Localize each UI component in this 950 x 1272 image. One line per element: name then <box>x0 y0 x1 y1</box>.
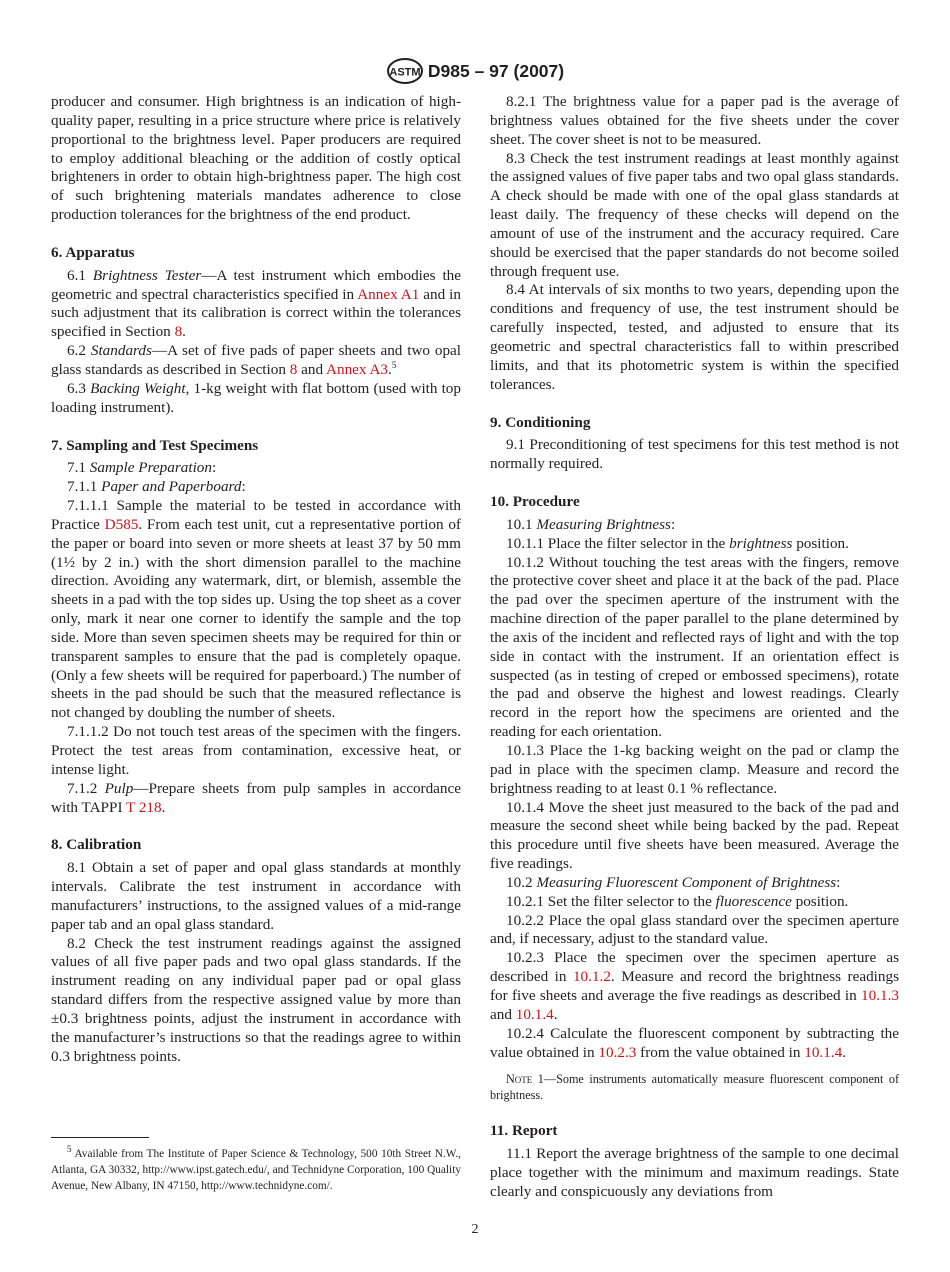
paragraph-6-2: 6.2 Standards—A set of five pads of paper sheets and two opal glass standards as described in Section 8 and Annex A3.$^5$ <box>51 342 461 378</box>
paragraph-6-1: 6.1 Brightness Tester—A test instrument which embodies the geometric and spectral characteristics specified in Annex A1 and in such adjustment that its calibration is correct within the tolerances specified in Section 8. <box>51 266 462 341</box>
paragraph-7-1-1-1: 7.1.1.1 Sample the material to be tested in accordance with Practice D585. From each test unit, cut a representative portion of the paper or board into seven or more sheets at least 37 by 50 mm (1½ by 2 in.) with the short dimension parallel to the machine direction. Avoiding any watermark, dirt, or blemish, assemble the sheets in a pad with the top sides up. Using the top sheet as a cover only, mark it near one corner to identify the sample and the top side. More than seven specimen sheets may be required for thin or transparent samples to ensure that the pad is completely opaque. (Only a few sheets will be required for paperboard.) The number of sheets in the pad should be such that the measured reflectance is not changed by doubling the number of sheets. <box>51 497 461 722</box>
section-10-heading: 10. Procedure <box>490 493 580 511</box>
document-designation: D985 – 97 (2007) <box>427 60 565 81</box>
paragraph-8-3: 8.3 Check the test instrument readings at least monthly against the assigned values of five paper tabs and two opal glass standards. A check should be made with one of the opal glass standards at least daily. The frequency of these checks will depend on the amount of use of the instrument and the accuracy required. Care should be exercised that the paper standards do not become soiled through frequent use. <box>490 149 899 280</box>
ref-10-2-3-link[interactable]: 10.2.3 <box>598 1043 637 1061</box>
annex-a1-link[interactable]: Annex A1 <box>357 285 420 303</box>
left-column <box>51 93 461 1067</box>
paragraph-10-1-4: 10.1.4 Move the sheet just measured to the back of the pad and measure the second sheet while being backed by the pad. Repeat this procedure until five sheets have been measured. Average the five readings. <box>490 798 899 873</box>
footnote: $^5$ Available from The Institute of Paper Science & Technology, 500 10th Street N.W., Atlanta, GA 30332, http://www.ipst.gatech.edu/, and Technidyne Corporation, 100 Quality Avenue, New Albany, IN 47150, http://www.technidyne.com/. <box>51 1144 461 1193</box>
ref-10-1-3-link[interactable]: 10.1.3 <box>861 986 899 1004</box>
annex-a3-link[interactable]: Annex A3 <box>326 360 389 378</box>
intro-paragraph: producer and consumer. High brightness is an indication of high-quality paper, resulting in a price structure where price is relatively proportional to the brightness level. Paper producers are required to employ additional bleaching or the addition of costly optical brighteners in order to obtain high-brightness paper. The high cost of such brightening materials mandates adherence to close production tolerances for the brightness of the end product. <box>51 93 461 224</box>
paragraph-7-1-2: 7.1.2 Pulp—Prepare sheets from pulp samples in accordance with TAPPI T 218. <box>51 779 462 816</box>
tappi-t218-link[interactable]: T 218 <box>126 798 162 816</box>
paragraph-11-1: 11.1 Report the average brightness of the sample to one decimal place together with the minimum and maximum readings. State clearly and conspicuously any deviations from <box>490 1145 899 1200</box>
section-8-link[interactable]: 8 <box>174 323 183 341</box>
paragraph-10-1-2: 10.1.2 Without touching the test areas with the fingers, remove the protective cover sheet and place it at the back of the pad. Place the pad over the specimen aperture of the instrument with the machine direction of the paper parallel to the plane determined by the axis of the incident and reflected rays of light and with the top side in contact with the instrument. If an orientation effect is suspected (as in testing of creped or embossed specimens), rotate the pad and observe the highest and lowest readings. Clearly record in the report how the specimens are oriented and the reading for each orientation. <box>490 553 899 741</box>
footnote-divider <box>51 1137 149 1138</box>
section-8-heading: 8. Calibration <box>51 836 142 854</box>
svg-text:ASTM: ASTM <box>389 66 421 79</box>
d585-link[interactable]: D585 <box>104 515 139 533</box>
paragraph-10-2-1: 10.2.1 Set the filter selector to the fluorescence position. <box>506 892 849 910</box>
page-number: 2 <box>471 1222 479 1237</box>
paragraph-9-1: 9.1 Preconditioning of test specimens for this test method is not normally required. <box>490 436 899 473</box>
astm-logo-icon <box>386 58 424 84</box>
page-header <box>0 58 950 84</box>
paragraph-8-4: 8.4 At intervals of six months to two years, depending upon the conditions and frequency of use, the test instrument should be carefully inspected, tested, and adjusted to ensure that its geometric and spectral characteristics fall to within prescribed limits, and that its photometric system is within the specified tolerances. <box>490 281 899 393</box>
footnote-ref: 5 <box>391 359 397 370</box>
ref-10-1-4-link[interactable]: 10.1.4 <box>804 1043 843 1061</box>
paragraph-8-2-1: 8.2.1 The brightness value for a paper pad is the average of brightness values obtained for the five sheets under the cover sheet. The cover sheet is not to be measured. <box>490 93 899 148</box>
paragraph-10-2-4: 10.2.4 Calculate the fluorescent component by subtracting the value obtained in 10.2.3 from the value obtained in 10.1.4. <box>490 1024 899 1061</box>
paragraph-8-2: 8.2 Check the test instrument readings against the assigned values of all five paper pads and two opal glass standards. If the instrument reading on any individual paper pad or opal glass standard differs from the respective assigned value by more than ±0.3 brightness points, adjust the instrument in accordance with the manufacturer’s instructions so that the readings agree to within 0.3 brightness points. <box>51 934 461 1065</box>
paragraph-10-1-3: 10.1.3 Place the 1-kg backing weight on the pad or clamp the pad in place with the specimen clamp. Measure and record the brightness reading to at least 0.1 % reflectance. <box>490 742 899 797</box>
ref-10-1-4-link[interactable]: 10.1.4 <box>515 1005 554 1023</box>
note-1: Note 1—Some instruments automatically measure fluorescent component of brightness. <box>490 1072 900 1102</box>
paragraph-10-2-3: 10.2.3 Place the specimen over the specimen aperture as described in 10.1.2. Measure and record the brightness readings for five sheets and average the five readings as described in 10.1.3 and 10.1.4. <box>490 949 899 1023</box>
ref-10-1-2-link[interactable]: 10.1.2 <box>572 968 611 986</box>
paragraph-7-1-1-2: 7.1.1.2 Do not touch test areas of the specimen with the fingers. Protect the test areas from contamination, excessive heat, or intense light. <box>51 723 461 778</box>
section-8-link[interactable]: 8 <box>289 360 298 378</box>
paragraph-10-1-1: 10.1.1 Place the filter selector in the brightness position. <box>506 534 849 552</box>
section-6-heading: 6. Apparatus <box>51 243 135 261</box>
right-column <box>490 93 899 1202</box>
paragraph-10-1: 10.1 Measuring Brightness: <box>506 515 676 533</box>
section-11-heading: 11. Report <box>490 1122 558 1140</box>
paragraph-7-1-1: 7.1.1 Paper and Paperboard: <box>67 478 246 496</box>
paragraph-8-1: 8.1 Obtain a set of paper and opal glass standards at monthly intervals. Calibrate the test instrument in accordance with manufacturers’ instructions, to the assigned values of a mid-range paper tab and an opal glass standard. <box>51 859 461 933</box>
paragraph-10-2: 10.2 Measuring Fluorescent Component of Brightness: <box>506 873 841 891</box>
paragraph-10-2-2: 10.2.2 Place the opal glass standard over the specimen aperture and, if necessary, adjust to the standard value. <box>490 911 899 948</box>
paragraph-6-3: 6.3 Backing Weight, 1-kg weight with flat bottom (used with top loading instrument). <box>51 379 461 416</box>
paragraph-7-1: 7.1 Sample Preparation: <box>67 459 217 477</box>
section-9-heading: 9. Conditioning <box>490 413 591 431</box>
section-7-heading: 7. Sampling and Test Specimens <box>51 436 259 454</box>
